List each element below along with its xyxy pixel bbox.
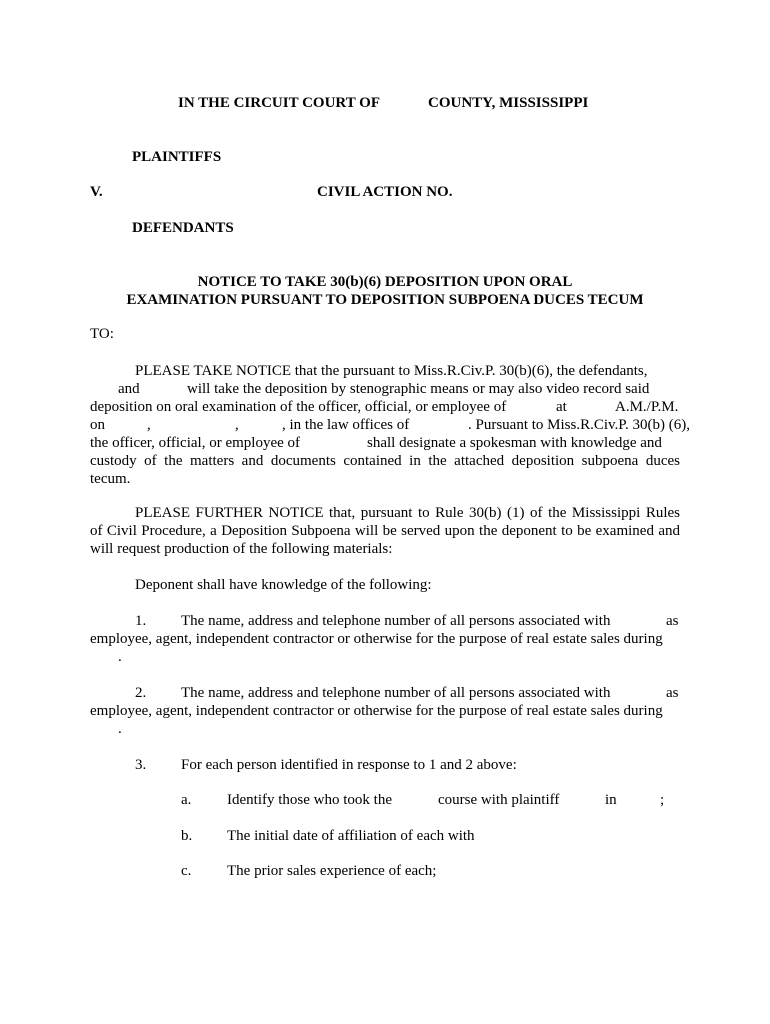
para1-line3-at: at [556, 399, 567, 415]
sub-item-letter: c. [181, 863, 192, 879]
item-text-as: as [666, 613, 679, 629]
para1-line4-comma2: , [235, 417, 239, 433]
civil-action-label: CIVIL ACTION NO. [317, 184, 453, 200]
para1-line5: the officer, official, or employee of [90, 435, 301, 451]
item-number: 1. [135, 613, 147, 629]
para1-line4-law-offices: , in the law offices of [282, 417, 410, 433]
sub-item-text: The prior sales experience of each; [227, 863, 437, 879]
para1-line1: PLEASE TAKE NOTICE that the pursuant to Miss.R.Civ.P. 30(b)(6), the defendants, [135, 363, 648, 379]
item-text-line3: . [118, 721, 122, 737]
item-text-line3: . [118, 649, 122, 665]
para1-line2-and: and [118, 381, 140, 397]
plaintiffs-label: PLAINTIFFS [132, 149, 222, 165]
para1-line6: custody of the matters and documents contained in the attached deposition subpoena duces [90, 453, 680, 469]
para1-line3-ampm: A.M./P.M. [615, 399, 679, 415]
defendants-label: DEFENDANTS [132, 220, 234, 236]
versus-label: V. [90, 184, 103, 200]
para1-line4-comma1: , [147, 417, 151, 433]
item-text-as: as [666, 685, 679, 701]
para1-line3: deposition on oral examination of the officer, official, or employee of [90, 399, 507, 415]
sub-item-text: Identify those who took the [227, 792, 392, 808]
para1-line2: will take the deposition by stenographic means or may also video record said [187, 381, 650, 397]
to-label: TO: [90, 326, 114, 342]
item-text-line2: employee, agent, independent contractor or otherwise for the purpose of real estate sales during [90, 703, 663, 719]
court-name-prefix: IN THE CIRCUIT COURT OF [178, 95, 381, 111]
para1-line5b: shall designate a spokesman with knowledge and [367, 435, 662, 451]
item-text: The name, address and telephone number of all persons associated with [181, 685, 611, 701]
sub-item-letter: b. [181, 828, 193, 844]
item-number: 3. [135, 757, 147, 773]
document-title-line2: EXAMINATION PURSUANT TO DEPOSITION SUBPOENA DUCES TECUM [126, 292, 644, 308]
para1-line4-rule: . Pursuant to Miss.R.Civ.P. 30(b) (6), [468, 417, 690, 433]
para2-line1: PLEASE FURTHER NOTICE that, pursuant to Rule 30(b) (1) of the Mississippi Rules [135, 505, 680, 521]
item-number: 2. [135, 685, 147, 701]
item-text: The name, address and telephone number of all persons associated with [181, 613, 611, 629]
sub-item-text-semicolon: ; [660, 792, 665, 808]
sub-item-text-course: course with plaintiff [438, 792, 560, 808]
court-name-suffix: COUNTY, MISSISSIPPI [428, 95, 589, 111]
para1-line4-on: on [90, 417, 105, 433]
sub-item-letter: a. [181, 792, 192, 808]
sub-item-text-in: in [605, 792, 617, 808]
deponent-intro: Deponent shall have knowledge of the following: [135, 577, 432, 593]
item-text-line2: employee, agent, independent contractor or otherwise for the purpose of real estate sales during [90, 631, 663, 647]
para2-line2: of Civil Procedure, a Deposition Subpoena will be served upon the deponent to be examined and [90, 523, 680, 539]
sub-item-text: The initial date of affiliation of each with [227, 828, 475, 844]
para2-line3: will request production of the following materials: [90, 541, 393, 557]
document-title-line1: NOTICE TO TAKE 30(b)(6) DEPOSITION UPON ORAL [197, 274, 573, 290]
item-text: For each person identified in response to 1 and 2 above: [181, 757, 517, 773]
para1-line7: tecum. [90, 471, 131, 487]
